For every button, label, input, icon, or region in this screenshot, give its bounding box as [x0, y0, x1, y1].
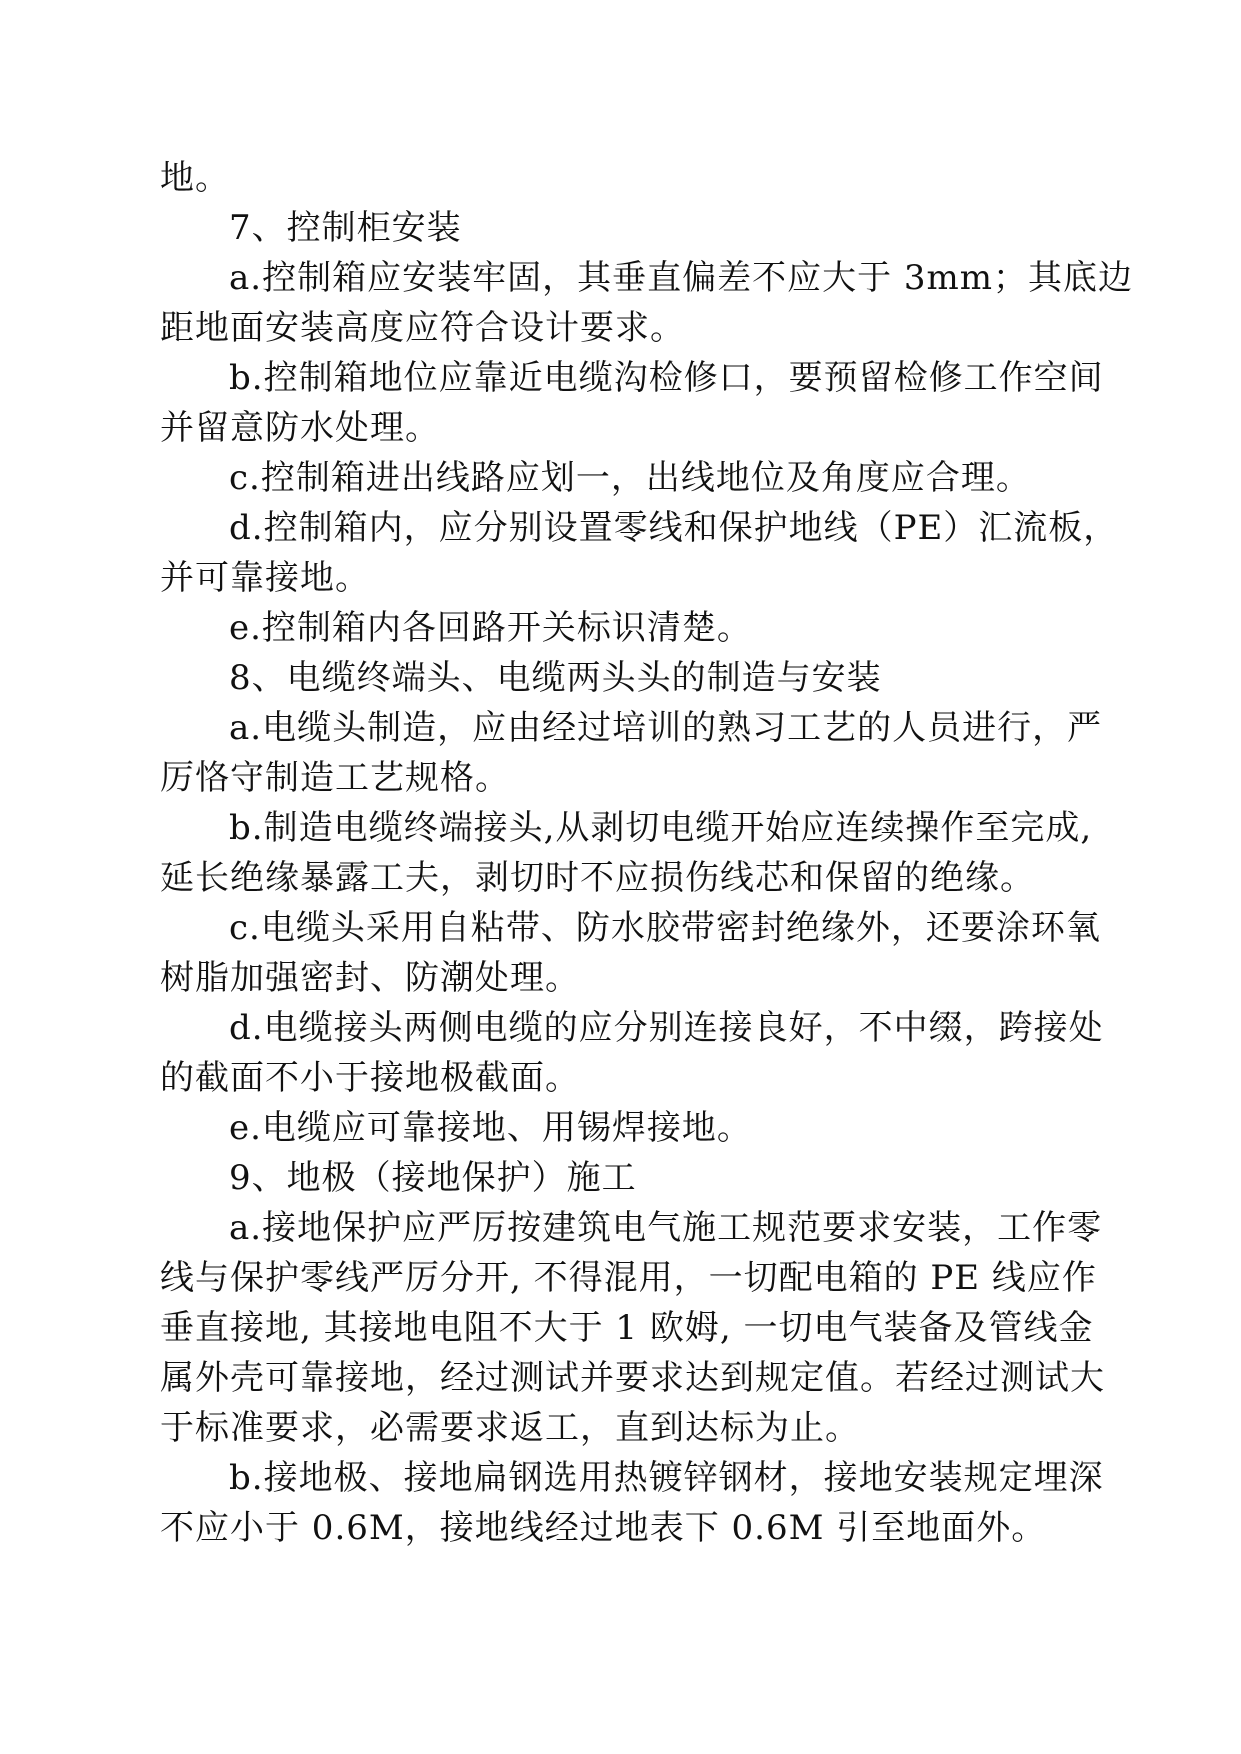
paragraph-line: d.控制箱内，应分别设置零线和保护地线（PE）汇流板， — [229, 508, 1119, 548]
paragraph-line: 距地面安装高度应符合设计要求。 — [160, 308, 685, 348]
paragraph-line: 不应小于 0.6M，接地线经过地表下 0.6M 引至地面外。 — [160, 1508, 1047, 1548]
paragraph-line: d.电缆接头两侧电缆的应分别连接良好，不中缀，跨接处 — [229, 1008, 1104, 1048]
paragraph-line: 属外壳可靠接地，经过测试并要求达到规定值。若经过测试大 — [160, 1358, 1105, 1398]
paragraph-line: a.接地保护应严厉按建筑电气施工规范要求安装，工作零 — [229, 1208, 1103, 1248]
paragraph-line: 的截面不小于接地极截面。 — [160, 1058, 580, 1098]
paragraph-line: 于标准要求，必需要求返工，直到达标为止。 — [160, 1408, 860, 1448]
paragraph-line: 线与保护零线严厉分开, 不得混用，一切配电箱的 PE 线应作 — [160, 1258, 1097, 1298]
text-line: 地。 — [160, 158, 230, 198]
paragraph-line: a.控制箱应安装牢固，其垂直偏差不应大于 3mm；其底边 — [229, 258, 1133, 298]
paragraph-line: c.控制箱进出线路应划一，出线地位及角度应合理。 — [229, 458, 1031, 498]
paragraph-line: 垂直接地, 其接地电阻不大于 1 欧姆, 一切电气装备及管线金 — [160, 1308, 1094, 1348]
paragraph-line: e.控制箱内各回路开关标识清楚。 — [229, 608, 752, 648]
section-heading-8: 8、电缆终端头、电缆两头头的制造与安装 — [229, 658, 882, 698]
paragraph-line: b.接地极、接地扁钢选用热镀锌钢材，接地安装规定埋深 — [229, 1458, 1104, 1498]
paragraph-line: b.控制箱地位应靠近电缆沟检修口，要预留检修工作空间 — [229, 358, 1104, 398]
section-heading-7: 7、控制柜安装 — [229, 208, 462, 248]
paragraph-line: 延长绝缘暴露工夫，剥切时不应损伤线芯和保留的绝缘。 — [160, 858, 1035, 898]
paragraph-line: e.电缆应可靠接地、用锡焊接地。 — [229, 1108, 752, 1148]
paragraph-line: 树脂加强密封、防潮处理。 — [160, 958, 580, 998]
paragraph-line: 并可靠接地。 — [160, 558, 370, 598]
paragraph-line: c.电缆头采用自粘带、防水胶带密封绝缘外，还要涂环氧 — [229, 908, 1101, 948]
paragraph-line: 并留意防水处理。 — [160, 408, 440, 448]
paragraph-line: b.制造电缆终端接头,从剥切电缆开始应连续操作至完成, — [229, 808, 1093, 848]
paragraph-line: 厉恪守制造工艺规格。 — [160, 758, 510, 798]
section-heading-9: 9、地极（接地保护）施工 — [229, 1158, 637, 1198]
paragraph-line: a.电缆头制造，应由经过培训的熟习工艺的人员进行，严 — [229, 708, 1103, 748]
